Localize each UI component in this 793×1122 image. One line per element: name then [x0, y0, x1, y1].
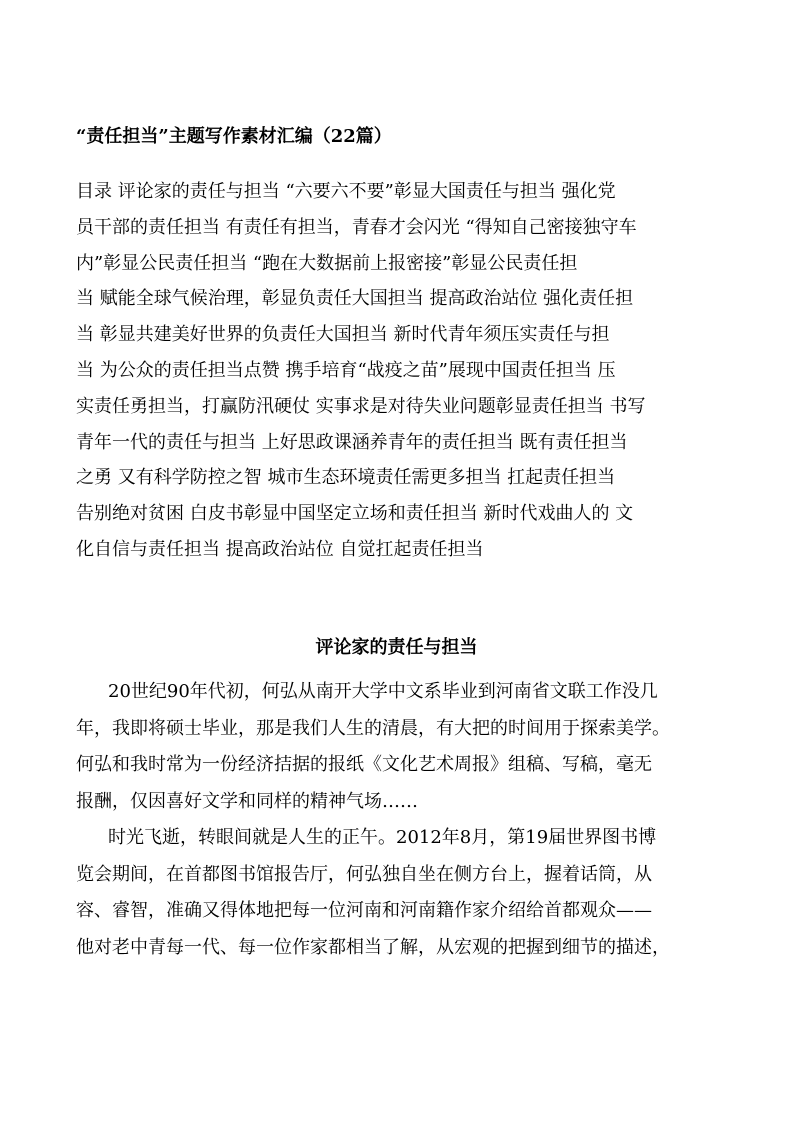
- paragraph-line: 他对老中青每一代、每一位作家都相当了解，从宏观的把握到细节的描述，: [76, 936, 670, 958]
- paragraph-line: 年，我即将硕士毕业，那是我们人生的清晨，有大把的时间用于探索美学。: [76, 717, 670, 739]
- table-of-contents: [76, 174, 726, 568]
- toc-line: 当 彰显共建美好世界的负责任大国担当 新时代青年须压实责任与担: [76, 324, 610, 346]
- toc-line: 之勇 又有科学防控之智 城市生态环境责任需更多担当 扛起责任担当: [76, 467, 616, 489]
- toc-line: 员干部的责任担当 有责任有担当，青春才会闪光 “得知自己密接独守车: [76, 216, 637, 238]
- toc-line: 化自信与责任担当 提高政治站位 自觉扛起责任担当: [76, 538, 484, 560]
- toc-line: 告别绝对贫困 白皮书彰显中国坚定立场和责任担当 新时代戏曲人的 文: [76, 503, 634, 525]
- paragraph-line: 时光飞逝，转眼间就是人生的正午。2012年8月，第19届世界图书博: [108, 827, 657, 848]
- paragraph-2: [76, 820, 726, 966]
- paragraph-line: 何弘和我时常为一份经济拮据的报纸《文化艺术周报》组稿、写稿，毫无: [76, 754, 652, 775]
- document-title: “责任担当”主题写作素材汇编（22篇）: [76, 126, 392, 147]
- paragraph-line: 报酬，仅因喜好文学和同样的精神气场……: [76, 790, 418, 812]
- toc-line: 目录 评论家的责任与担当 “六要六不要”彰显大国责任与担当 强化党: [76, 181, 616, 202]
- toc-line: 当 为公众的责任担当点赞 携手培育“战疫之苗”展现中国责任担当 压: [76, 359, 616, 381]
- article-body: [76, 674, 726, 966]
- paragraph-1: [76, 674, 726, 820]
- paragraph-line: 容、睿智，准确又得体地把每一位河南和河南籍作家介绍给首都观众——: [76, 900, 652, 921]
- paragraph-line: 20世纪90年代初，何弘从南开大学中文系毕业到河南省文联工作没几: [108, 681, 658, 702]
- toc-line: 青年一代的责任与担当 上好思政课涵养青年的责任担当 既有责任担当: [76, 431, 628, 453]
- toc-line: 内”彰显公民责任担当 “跑在大数据前上报密接”彰显公民责任担: [76, 252, 578, 274]
- paragraph-line: 览会期间，在首都图书馆报告厅，何弘独自坐在侧方台上，握着话筒，从: [76, 863, 652, 885]
- toc-line: 实责任勇担当，打赢防汛硬仗 实事求是对待失业问题彰显责任担当 书写: [76, 395, 646, 417]
- section-title: 评论家的责任与担当: [315, 637, 478, 658]
- toc-line: 当 赋能全球气候治理，彰显负责任大国担当 提高政治站位 强化责任担: [76, 288, 634, 310]
